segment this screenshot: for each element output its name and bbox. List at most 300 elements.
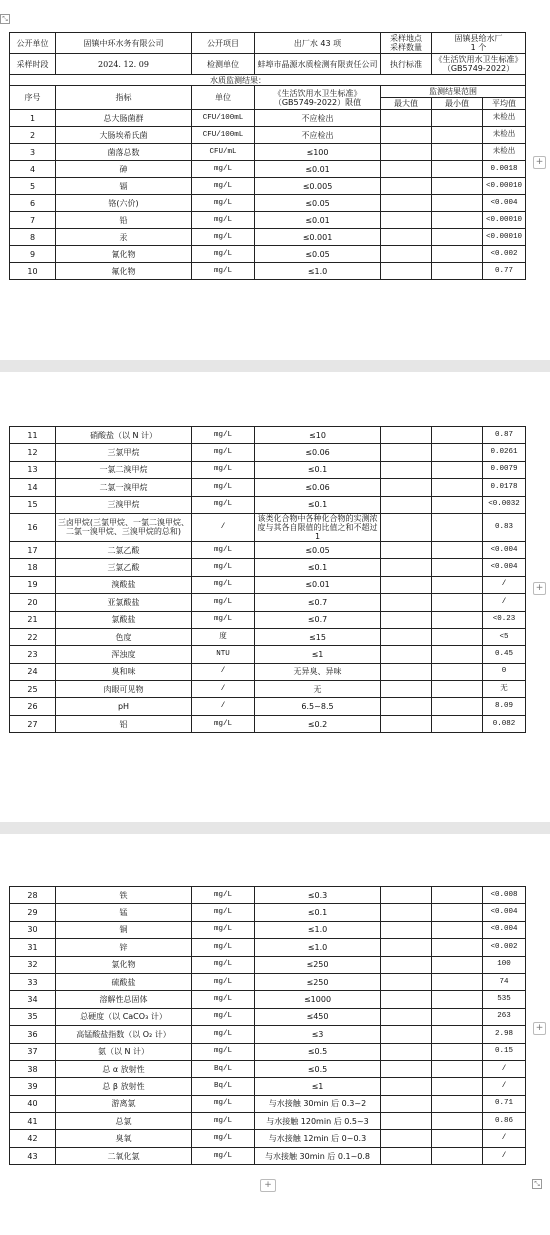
cell-no: 3 [10, 144, 56, 161]
cell-avg: <0.004 [483, 541, 526, 558]
cell-indicator: 铁 [56, 887, 192, 904]
cell-unit: mg/L [192, 1008, 255, 1025]
cell-no: 30 [10, 921, 56, 938]
cell-limit: ≤250 [255, 956, 381, 973]
cell-unit: mg/L [192, 715, 255, 732]
cell-avg: 0.0079 [483, 461, 526, 478]
cell-min [432, 1095, 483, 1112]
cell-unit: / [192, 698, 255, 715]
cell-avg: 2.98 [483, 1026, 526, 1043]
cell-unit: / [192, 513, 255, 541]
cell-indicator: 色度 [56, 628, 192, 645]
cell-no: 19 [10, 576, 56, 593]
cell-limit: ≤100 [255, 144, 381, 161]
cell-max [381, 681, 432, 698]
cell-min [432, 991, 483, 1008]
cell-unit: mg/L [192, 212, 255, 229]
cell-no: 1 [10, 110, 56, 127]
page-gap [0, 360, 550, 372]
label-test-org: 检测单位 [192, 54, 255, 75]
cell-no: 26 [10, 698, 56, 715]
cell-no: 13 [10, 461, 56, 478]
cell-no: 10 [10, 263, 56, 280]
cell-indicator: 浑浊度 [56, 646, 192, 663]
cell-max [381, 1147, 432, 1164]
table-row [10, 427, 526, 444]
cell-limit: 与水接触 30min 后 0.1~0.8 [255, 1147, 381, 1164]
cell-max [381, 1078, 432, 1095]
cell-unit: mg/L [192, 887, 255, 904]
cell-limit: ≤0.1 [255, 559, 381, 576]
cell-unit: CFU/100mL [192, 127, 255, 144]
cell-unit: CFU/100mL [192, 110, 255, 127]
cell-min [432, 904, 483, 921]
cell-avg: 0.0261 [483, 444, 526, 461]
table-row [10, 195, 526, 212]
cell-unit: Bq/L [192, 1060, 255, 1077]
cell-max [381, 110, 432, 127]
cell-limit: 该类化合物中各种化合物的实测浓度与其各自限值的比值之和不超过 1 [255, 513, 381, 541]
table-row [10, 576, 526, 593]
cell-min [432, 161, 483, 178]
table-row [10, 1147, 526, 1164]
cell-avg: <0.00010 [483, 212, 526, 229]
cell-limit: 无异臭、异味 [255, 663, 381, 680]
cell-limit: ≤10 [255, 427, 381, 444]
cell-indicator: 三氯乙酸 [56, 559, 192, 576]
table-row [10, 973, 526, 990]
cell-min [432, 887, 483, 904]
table-row [10, 161, 526, 178]
cell-unit: mg/L [192, 991, 255, 1008]
cell-indicator: 二氯一溴甲烷 [56, 479, 192, 496]
col-max: 最大值 [381, 98, 432, 110]
cell-min [432, 921, 483, 938]
cell-limit: 与水接触 12min 后 0~0.3 [255, 1130, 381, 1147]
cell-limit: ≤0.1 [255, 461, 381, 478]
cell-indicator: 铅 [56, 212, 192, 229]
cell-indicator: 高锰酸盐指数（以 O₂ 计） [56, 1026, 192, 1043]
cell-no: 41 [10, 1113, 56, 1130]
water-quality-table-part-1 [9, 32, 526, 280]
cell-indicator: 臭氧 [56, 1130, 192, 1147]
cell-indicator: pH [56, 698, 192, 715]
label-project: 公开项目 [192, 33, 255, 54]
table-row [10, 513, 526, 541]
cell-avg: 0.83 [483, 513, 526, 541]
cell-avg: 无 [483, 681, 526, 698]
cell-min [432, 427, 483, 444]
cell-unit: mg/L [192, 178, 255, 195]
table-row [10, 541, 526, 558]
cell-no: 9 [10, 246, 56, 263]
value-standard: 《生活饮用水卫生标准》 （GB5749-2022） [432, 54, 526, 75]
cell-no: 21 [10, 611, 56, 628]
cell-indicator: 总大肠菌群 [56, 110, 192, 127]
table-row [10, 663, 526, 680]
cell-max [381, 646, 432, 663]
cell-unit: / [192, 681, 255, 698]
cell-avg: <0.004 [483, 195, 526, 212]
cell-indicator: 游离氯 [56, 1095, 192, 1112]
cell-no: 40 [10, 1095, 56, 1112]
cell-min [432, 559, 483, 576]
cell-indicator: 二氧化氯 [56, 1147, 192, 1164]
cell-min [432, 594, 483, 611]
cell-min [432, 628, 483, 645]
cell-unit: mg/L [192, 161, 255, 178]
cell-limit: ≤0.01 [255, 576, 381, 593]
cell-unit: mg/L [192, 1130, 255, 1147]
cell-indicator: 铝 [56, 715, 192, 732]
cell-avg: 0.86 [483, 1113, 526, 1130]
cell-no: 12 [10, 444, 56, 461]
table-select-handle-icon[interactable]: ⤡ [0, 14, 10, 24]
cell-min [432, 1130, 483, 1147]
cell-max [381, 663, 432, 680]
cell-no: 14 [10, 479, 56, 496]
cell-min [432, 513, 483, 541]
table-row [10, 991, 526, 1008]
cell-min [432, 479, 483, 496]
table-row [10, 1060, 526, 1077]
value-publisher: 固镇中环水务有限公司 [56, 33, 192, 54]
cell-min [432, 144, 483, 161]
cell-max [381, 195, 432, 212]
label-sample-site: 采样地点 采样数量 [381, 33, 432, 54]
cell-limit: ≤0.05 [255, 541, 381, 558]
cell-max [381, 628, 432, 645]
cell-min [432, 1060, 483, 1077]
cell-indicator: 铜 [56, 921, 192, 938]
table-row [10, 1130, 526, 1147]
cell-limit: ≤450 [255, 1008, 381, 1025]
add-row-button[interactable]: + [533, 156, 546, 169]
add-row-button[interactable]: + [533, 582, 546, 595]
cell-unit: mg/L [192, 541, 255, 558]
cell-max [381, 178, 432, 195]
cell-min [432, 110, 483, 127]
cell-avg: 0 [483, 663, 526, 680]
cell-limit: ≤250 [255, 973, 381, 990]
cell-avg: 535 [483, 991, 526, 1008]
cell-unit: 度 [192, 628, 255, 645]
resize-handle-icon[interactable]: ⤡ [532, 1179, 542, 1189]
cell-min [432, 681, 483, 698]
cell-no: 11 [10, 427, 56, 444]
cell-indicator: 总 β 放射性 [56, 1078, 192, 1095]
cell-limit: ≤0.06 [255, 479, 381, 496]
cell-avg: / [483, 1078, 526, 1095]
cell-limit: 不应检出 [255, 127, 381, 144]
cell-max [381, 541, 432, 558]
cell-min [432, 646, 483, 663]
cell-max [381, 715, 432, 732]
cell-min [432, 611, 483, 628]
table-row [10, 144, 526, 161]
col-min: 最小值 [432, 98, 483, 110]
table-row [10, 1113, 526, 1130]
cell-min [432, 973, 483, 990]
cell-min [432, 1043, 483, 1060]
table-row [10, 110, 526, 127]
cell-avg: 0.0018 [483, 161, 526, 178]
cell-max [381, 921, 432, 938]
cell-limit: ≤0.05 [255, 195, 381, 212]
cell-no: 36 [10, 1026, 56, 1043]
cell-no: 18 [10, 559, 56, 576]
cell-max [381, 212, 432, 229]
cell-max [381, 263, 432, 280]
cell-unit: mg/L [192, 939, 255, 956]
cell-no: 31 [10, 939, 56, 956]
table-row [10, 956, 526, 973]
cell-unit: / [192, 663, 255, 680]
section-title: 水质监测结果： [10, 75, 526, 86]
cell-min [432, 461, 483, 478]
page-gap [0, 822, 550, 834]
cell-unit: mg/L [192, 921, 255, 938]
cell-unit: mg/L [192, 195, 255, 212]
cell-indicator: 硫酸盐 [56, 973, 192, 990]
cell-limit: ≤1.0 [255, 263, 381, 280]
cell-unit: mg/L [192, 461, 255, 478]
cell-no: 28 [10, 887, 56, 904]
cell-no: 27 [10, 715, 56, 732]
cell-avg: 0.0178 [483, 479, 526, 496]
cell-avg: <0.002 [483, 246, 526, 263]
cell-indicator: 菌落总数 [56, 144, 192, 161]
cell-no: 20 [10, 594, 56, 611]
cell-avg: 0.45 [483, 646, 526, 663]
table-row [10, 479, 526, 496]
cell-min [432, 246, 483, 263]
cell-no: 25 [10, 681, 56, 698]
table-row [10, 921, 526, 938]
cell-avg: 0.15 [483, 1043, 526, 1060]
cell-indicator: 氨（以 N 计） [56, 1043, 192, 1060]
cell-min [432, 1113, 483, 1130]
cell-avg: <5 [483, 628, 526, 645]
cell-limit: ≤0.01 [255, 161, 381, 178]
cell-limit: ≤1.0 [255, 939, 381, 956]
value-sample-site: 固镇县给水厂 1 个 [432, 33, 526, 54]
cell-indicator: 锰 [56, 904, 192, 921]
cell-min [432, 127, 483, 144]
cell-min [432, 956, 483, 973]
table-row [10, 263, 526, 280]
label-standard: 执行标准 [381, 54, 432, 75]
cell-no: 38 [10, 1060, 56, 1077]
cell-avg: 未检出 [483, 127, 526, 144]
cell-unit: mg/L [192, 246, 255, 263]
cell-max [381, 698, 432, 715]
cell-limit: 6.5~8.5 [255, 698, 381, 715]
table-row [10, 715, 526, 732]
cell-avg: <0.00010 [483, 178, 526, 195]
col-limit: 《生活饮用水卫生标准》 （GB5749-2022）限值 [255, 86, 381, 110]
cell-avg: 74 [483, 973, 526, 990]
cell-unit: mg/L [192, 1095, 255, 1112]
add-row-bottom-button[interactable]: + [260, 1179, 276, 1192]
cell-avg: / [483, 594, 526, 611]
cell-unit: mg/L [192, 1147, 255, 1164]
table-row [10, 246, 526, 263]
cell-unit: mg/L [192, 427, 255, 444]
cell-no: 24 [10, 663, 56, 680]
table-row [10, 904, 526, 921]
cell-min [432, 715, 483, 732]
cell-max [381, 1060, 432, 1077]
value-test-org: 蚌埠市晶源水质检测有限责任公司 [255, 54, 381, 75]
cell-max [381, 427, 432, 444]
cell-limit: ≤1 [255, 1078, 381, 1095]
cell-unit: mg/L [192, 1113, 255, 1130]
cell-no: 29 [10, 904, 56, 921]
cell-indicator: 镉 [56, 178, 192, 195]
label-sample-period: 采样时段 [10, 54, 56, 75]
cell-indicator: 铬(六价) [56, 195, 192, 212]
cell-max [381, 611, 432, 628]
cell-min [432, 496, 483, 513]
cell-no: 2 [10, 127, 56, 144]
cell-no: 17 [10, 541, 56, 558]
cell-unit: mg/L [192, 496, 255, 513]
cell-max [381, 246, 432, 263]
cell-max [381, 1043, 432, 1060]
cell-avg: 263 [483, 1008, 526, 1025]
table-row [10, 444, 526, 461]
cell-indicator: 二氯乙酸 [56, 541, 192, 558]
cell-max [381, 939, 432, 956]
table-row [10, 698, 526, 715]
cell-indicator: 砷 [56, 161, 192, 178]
cell-max [381, 1130, 432, 1147]
cell-limit: ≤0.3 [255, 887, 381, 904]
cell-no: 37 [10, 1043, 56, 1060]
cell-limit: ≤0.1 [255, 496, 381, 513]
cell-unit: mg/L [192, 956, 255, 973]
cell-unit: mg/L [192, 229, 255, 246]
cell-avg: <0.00010 [483, 229, 526, 246]
cell-max [381, 144, 432, 161]
col-indicator: 指标 [56, 86, 192, 110]
table-row [10, 229, 526, 246]
cell-no: 34 [10, 991, 56, 1008]
cell-avg: <0.008 [483, 887, 526, 904]
table-row [10, 1008, 526, 1025]
document-page-1 [0, 0, 550, 360]
cell-min [432, 195, 483, 212]
cell-limit: 无 [255, 681, 381, 698]
cell-unit: mg/L [192, 479, 255, 496]
table-row [10, 212, 526, 229]
cell-max [381, 229, 432, 246]
cell-avg: <0.002 [483, 939, 526, 956]
cell-no: 8 [10, 229, 56, 246]
cell-indicator: 一氯二溴甲烷 [56, 461, 192, 478]
cell-min [432, 576, 483, 593]
cell-min [432, 663, 483, 680]
cell-max [381, 513, 432, 541]
cell-min [432, 1026, 483, 1043]
cell-max [381, 956, 432, 973]
table-row [10, 887, 526, 904]
cell-min [432, 1008, 483, 1025]
cell-avg: 8.09 [483, 698, 526, 715]
water-quality-table-part-2 [9, 426, 526, 733]
water-quality-table-part-3 [9, 886, 526, 1165]
cell-indicator: 总硬度（以 CaCO₃ 计） [56, 1008, 192, 1025]
cell-indicator: 大肠埃希氏菌 [56, 127, 192, 144]
cell-max [381, 973, 432, 990]
cell-indicator: 三溴甲烷 [56, 496, 192, 513]
cell-indicator: 溶解性总固体 [56, 991, 192, 1008]
cell-avg: 100 [483, 956, 526, 973]
cell-no: 43 [10, 1147, 56, 1164]
cell-min [432, 1078, 483, 1095]
cell-no: 22 [10, 628, 56, 645]
cell-max [381, 1095, 432, 1112]
cell-max [381, 479, 432, 496]
cell-indicator: 总氯 [56, 1113, 192, 1130]
cell-unit: NTU [192, 646, 255, 663]
cell-indicator: 亚氯酸盐 [56, 594, 192, 611]
cell-unit: mg/L [192, 611, 255, 628]
cell-indicator: 肉眼可见物 [56, 681, 192, 698]
cell-limit: ≤0.05 [255, 246, 381, 263]
table-row [10, 1043, 526, 1060]
cell-unit: Bq/L [192, 1078, 255, 1095]
table-row [10, 461, 526, 478]
add-row-button[interactable]: + [533, 1022, 546, 1035]
cell-indicator: 氯化物 [56, 956, 192, 973]
table-row [10, 628, 526, 645]
cell-no: 6 [10, 195, 56, 212]
cell-unit: mg/L [192, 1043, 255, 1060]
cell-avg: 0.77 [483, 263, 526, 280]
cell-limit: 不应检出 [255, 110, 381, 127]
cell-indicator: 总 α 放射性 [56, 1060, 192, 1077]
cell-limit: ≤0.2 [255, 715, 381, 732]
cell-limit: ≤0.5 [255, 1060, 381, 1077]
cell-min [432, 698, 483, 715]
cell-no: 35 [10, 1008, 56, 1025]
cell-avg: 0.71 [483, 1095, 526, 1112]
cell-unit: mg/L [192, 1026, 255, 1043]
cell-avg: / [483, 1147, 526, 1164]
cell-unit: mg/L [192, 263, 255, 280]
cell-indicator: 三氯甲烷 [56, 444, 192, 461]
cell-max [381, 496, 432, 513]
cell-max [381, 594, 432, 611]
cell-no: 16 [10, 513, 56, 541]
cell-limit: ≤1.0 [255, 921, 381, 938]
cell-no: 15 [10, 496, 56, 513]
table-row [10, 559, 526, 576]
cell-min [432, 212, 483, 229]
table-row [10, 939, 526, 956]
cell-unit: CFU/mL [192, 144, 255, 161]
cell-max [381, 127, 432, 144]
cell-indicator: 溴酸盐 [56, 576, 192, 593]
cell-indicator: 硝酸盐（以 N 计） [56, 427, 192, 444]
table-row [10, 178, 526, 195]
cell-avg: <0.23 [483, 611, 526, 628]
table-row [10, 1095, 526, 1112]
cell-indicator: 三卤甲烷(三氯甲烷、一氯二溴甲烷、二氯一溴甲烷、三溴甲烷的总和) [56, 513, 192, 541]
cell-limit: ≤0.001 [255, 229, 381, 246]
